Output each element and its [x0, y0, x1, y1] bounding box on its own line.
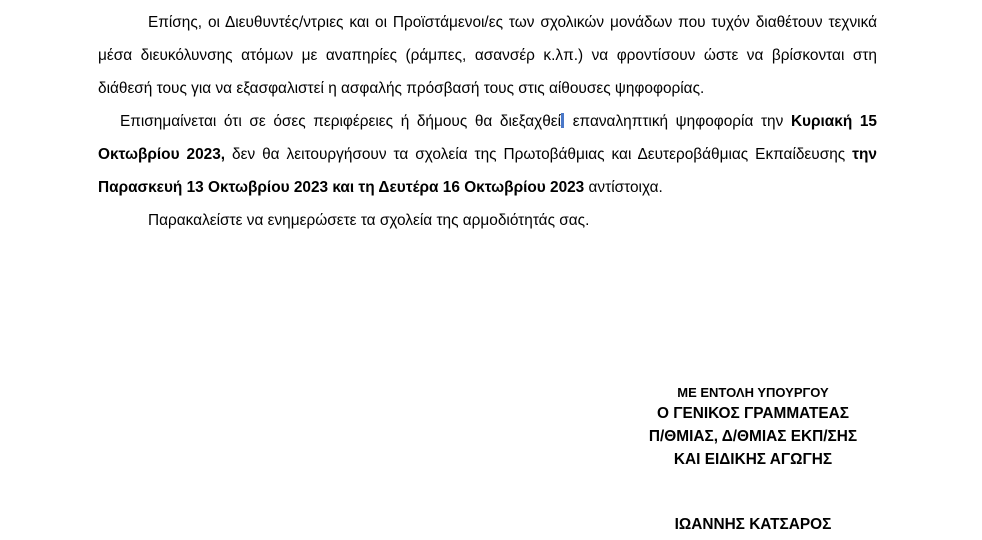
signature-order-line: ΜΕ ΕΝΤΟΛΗ ΥΠΟΥΡΓΟΥ	[677, 385, 829, 400]
paragraph-closure-text-4: αντίστοιχα.	[584, 179, 663, 196]
paragraph-notify-text: Παρακαλείστε να ενημερώσετε τα σχολεία της αρμοδιότητάς σας.	[148, 212, 590, 229]
text-cursor	[561, 113, 564, 128]
paragraph-closure-text-1: Επισημαίνεται ότι σε όσες περιφέρειες ή δήμους θα διεξαχθεί	[120, 113, 562, 130]
paragraph-school-closure[interactable]	[98, 105, 877, 204]
document-body	[98, 6, 877, 237]
paragraph-closure-text-3: δεν θα λειτουργήσουν τα σχολεία της Πρωτοβάθμιας και Δευτεροβάθμιας Εκπαίδευσης	[225, 146, 853, 163]
signature-title-line-3: ΚΑΙ ΕΙΔΙΚΗΣ ΑΓΩΓΗΣ	[673, 451, 833, 468]
paragraph-accessibility[interactable]	[98, 6, 877, 105]
signature-title-line-2: Π/ΘΜΙΑΣ, Δ/ΘΜΙΑΣ ΕΚΠ/ΣΗΣ	[648, 428, 858, 445]
paragraph-closure-text-2: επαναληπτική ψηφοφορία την	[565, 113, 791, 130]
date-runoff-vote: Κυριακή 15 Οκτωβρίου 2023,	[98, 113, 877, 163]
signature-title-line-1: Ο ΓΕΝΙΚΟΣ ΓΡΑΜΜΑΤΕΑΣ	[656, 405, 850, 422]
signatory-name: ΙΩΑΝΝΗΣ ΚΑΤΣΑΡΟΣ	[674, 516, 832, 533]
paragraph-notify-schools[interactable]	[98, 204, 877, 237]
dates-school-closure: την Παρασκευή 13 Οκτωβρίου 2023 και τη Δευτέρα 16 Οκτωβρίου 2023	[98, 146, 877, 196]
signature-block	[620, 384, 886, 471]
paragraph-accessibility-text: Επίσης, οι Διευθυντές/ντριες και οι Προϊστάμενοι/ες των σχολικών μονάδων που τυχόν διαθέτουν τεχνικά μέσα διευκόλυνσης ατόμων με αναπηρίες (ράμπες, ασανσέρ κ.λπ.) να φροντίσουν ώστε να βρίσκονται στη διάθεσή τους για να εξασφαλιστεί η ασφαλής πρόσβασή τους στις αίθουσες ψηφοφορίας.	[98, 14, 877, 97]
